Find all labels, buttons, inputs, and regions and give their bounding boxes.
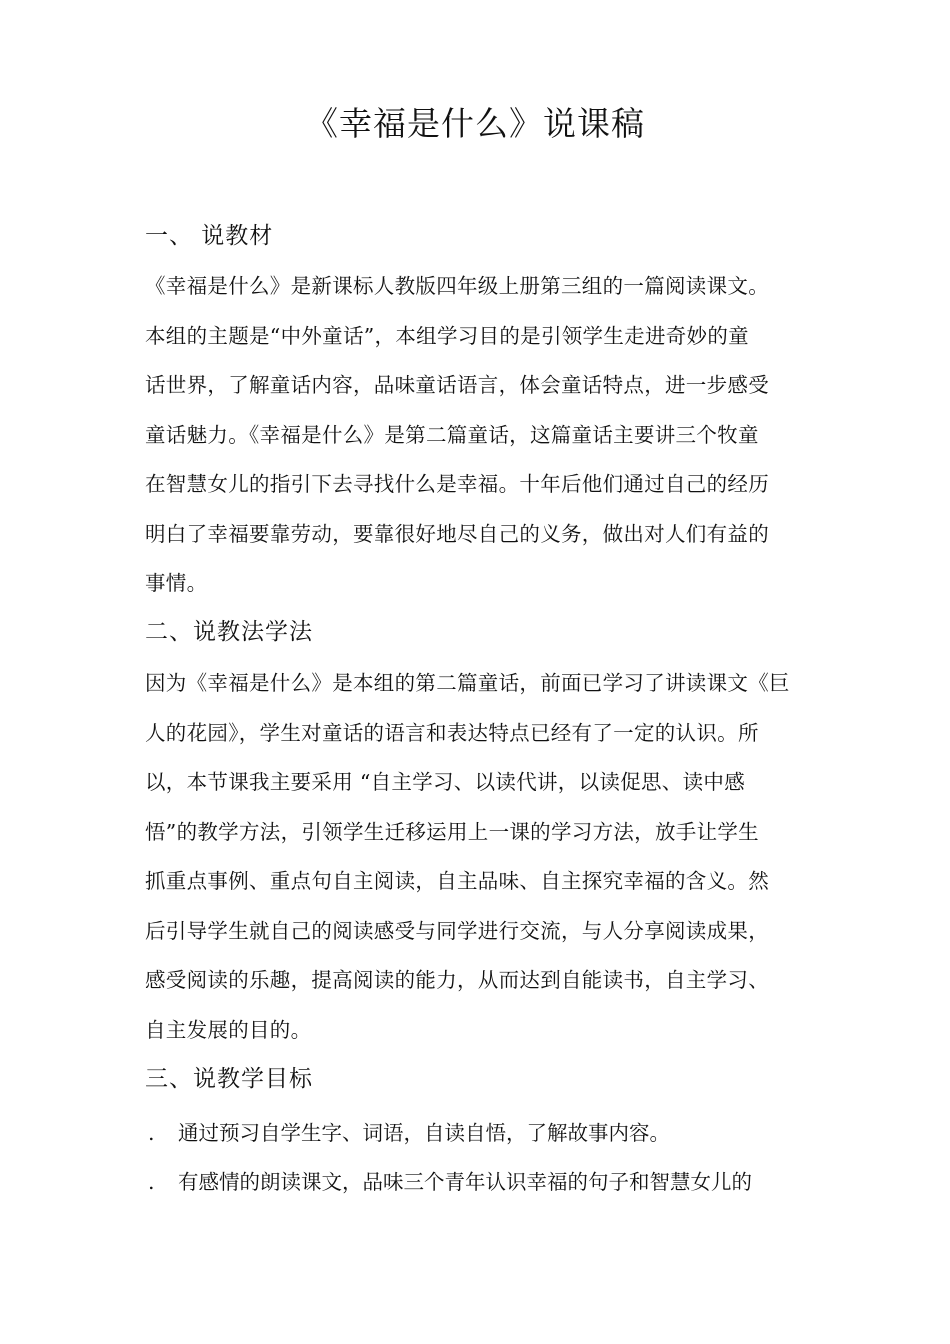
list-marker: . bbox=[148, 1121, 155, 1145]
section-heading-1: 一、 说教材 bbox=[145, 223, 274, 249]
section-heading-2: 二、说教法学法 bbox=[145, 619, 313, 645]
paragraph-line: 明白了幸福要靠劳动，要靠很好地尽自己的义务，做出对人们有益的 bbox=[145, 521, 769, 546]
paragraph-line: 人的花园》，学生对童话的语言和表达特点已经有了一定的认识。所 bbox=[145, 720, 759, 745]
objective-item-2 bbox=[148, 1166, 752, 1198]
paragraph-line: 本组的主题是“中外童话”，本组学习目的是引领学生走进奇妙的童 bbox=[145, 323, 749, 348]
page-title: 《幸福是什么》说课稿 bbox=[305, 104, 645, 143]
objective-text: 通过预习自学生字、词语，自读自悟，了解故事内容。 bbox=[178, 1121, 670, 1145]
paragraph-line: 以，本节课我主要采用 “自主学习、以读代讲，以读促思、读中感 bbox=[145, 770, 745, 794]
paragraph-line: 事情。 bbox=[145, 571, 208, 595]
paragraph-line: 童话魅力。《幸福是什么》是第二篇童话，这篇童话主要讲三个牧童 bbox=[145, 422, 759, 447]
paragraph-line: 话世界，了解童话内容，品味童话语言，体会童话特点，进一步感受 bbox=[145, 373, 769, 397]
objective-text: 有感情的朗读课文，品味三个青年认识幸福的句子和智慧女儿的 bbox=[178, 1170, 752, 1194]
paragraph-line: 在智慧女儿的指引下去寻找什么是幸福。十年后他们通过自己的经历 bbox=[145, 472, 769, 496]
paragraph-line: 抓重点事例、重点句自主阅读，自主品味、自主探究幸福的含义。然 bbox=[145, 869, 769, 893]
section-1-paragraph bbox=[145, 262, 810, 609]
section-heading-3: 三、说教学目标 bbox=[145, 1066, 313, 1092]
paragraph-line: 感受阅读的乐趣，提高阅读的能力，从而达到自能读书，自主学习、 bbox=[145, 968, 769, 992]
paragraph-line: 《幸福是什么》是新课标人教版四年级上册第三组的一篇阅读课文。 bbox=[145, 274, 769, 298]
paragraph-line: 因为《幸福是什么》是本组的第二篇童话，前面已学习了讲读课文《巨 bbox=[145, 671, 790, 695]
list-marker: . bbox=[148, 1170, 155, 1194]
paragraph-line: 悟”的教学方法，引领学生迁移运用上一课的学习方法，放手让学生 bbox=[145, 819, 759, 844]
section-2-paragraph bbox=[145, 659, 810, 1055]
objective-item-1 bbox=[148, 1117, 670, 1149]
paragraph-line: 自主发展的目的。 bbox=[145, 1017, 312, 1042]
paragraph-line: 后引导学生就自己的阅读感受与同学进行交流，与人分享阅读成果， bbox=[145, 918, 769, 943]
